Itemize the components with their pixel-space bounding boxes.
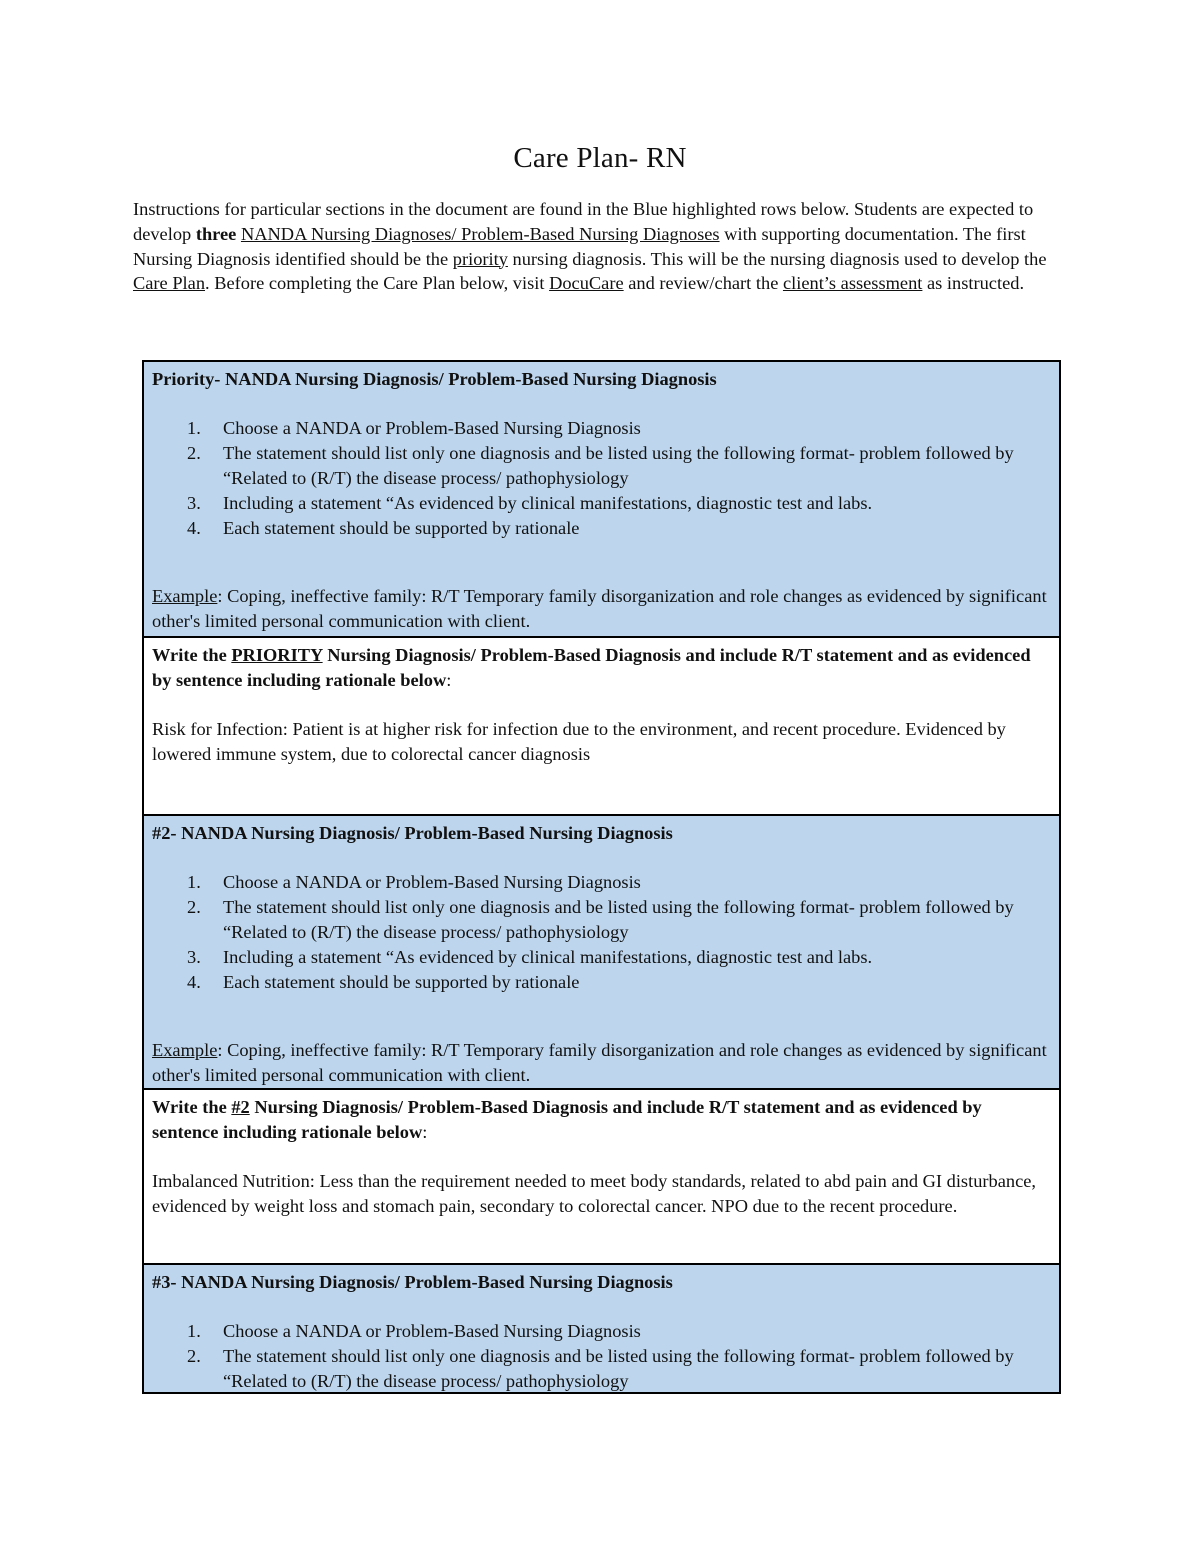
list-number: 2.: [187, 897, 201, 917]
second-answer-row: [144, 1088, 1059, 1263]
example-body: : Coping, ineffective family: R/T Temporary family disorganization and role changes as evidenced by significant other's limited personal communication with client.: [152, 1040, 1047, 1085]
example-label: Example: [152, 1040, 218, 1060]
second-answer: Imbalanced Nutrition: Less than the requirement needed to meet body standards, related to abd pain and GI disturbance, evidenced by weight loss and stomach pain, secondary to colorectal cancer. NPO due to the recent procedure.: [152, 1171, 1036, 1216]
prompt-colon: :: [422, 1122, 428, 1142]
prompt-text: Write the: [152, 1097, 232, 1117]
list-item: [152, 970, 1051, 995]
example-text: [152, 1038, 1051, 1088]
list-text: The statement should list only one diagnosis and be listed using the following format- problem followed by “Related to (R/T) the disease process/ pathophysiology: [223, 1346, 1014, 1391]
priority-write-prompt: [152, 643, 1051, 693]
care-plan-table: [142, 360, 1061, 1394]
list-text: Including a statement “As evidenced by clinical manifestations, diagnostic test and labs.: [223, 493, 873, 513]
list-item: [152, 516, 1051, 541]
intro-link-priority: priority: [452, 248, 508, 269]
intro-link-nanda: NANDA Nursing Diagnoses/ Problem-Based Nursing Diagnoses: [240, 223, 720, 244]
list-item: [152, 945, 1051, 970]
intro-link-docucare: DocuCare: [549, 273, 624, 294]
priority-instructions-row: [144, 362, 1059, 636]
intro-paragraph: [133, 197, 1073, 296]
list-number: 3.: [187, 947, 201, 967]
intro-link-assessment: client’s assessment: [782, 273, 923, 294]
list-item: [152, 416, 1051, 441]
second-heading: #2- NANDA Nursing Diagnosis/ Problem-Based Nursing Diagnosis: [152, 823, 673, 843]
example-label: Example: [152, 586, 218, 606]
intro-text: Instructions for particular sections in the document are found in the Blue highlighted rows below. Students are expected to develop: [133, 199, 1034, 244]
list-text: Choose a NANDA or Problem-Based Nursing Diagnosis: [223, 872, 641, 892]
list-text: Each statement should be supported by rationale: [223, 972, 580, 992]
list-item: [152, 491, 1051, 516]
list-text: The statement should list only one diagnosis and be listed using the following format- problem followed by “Related to (R/T) the disease process/ pathophysiology: [223, 443, 1014, 488]
prompt-text: Write the: [152, 645, 232, 665]
third-heading: #3- NANDA Nursing Diagnosis/ Problem-Based Nursing Diagnosis: [152, 1272, 673, 1292]
list-number: 1.: [187, 872, 201, 892]
second-instructions-row: [144, 814, 1059, 1088]
list-item: [152, 895, 1051, 945]
priority-heading: Priority- NANDA Nursing Diagnosis/ Problem-Based Nursing Diagnosis: [152, 369, 717, 389]
list-item: [152, 441, 1051, 491]
intro-text: with supporting documentation. The first Nursing Diagnosis identified should be the: [133, 223, 1026, 269]
list-text: Choose a NANDA or Problem-Based Nursing Diagnosis: [223, 418, 641, 438]
priority-answer-row: [144, 636, 1059, 814]
intro-bold-three: three: [195, 223, 237, 244]
list-number: 4.: [187, 518, 201, 538]
list-number: 2.: [187, 443, 201, 463]
example-body: : Coping, ineffective family: R/T Temporary family disorganization and role changes as evidenced by significant other's limited personal communication with client.: [152, 586, 1047, 631]
instruction-list: [152, 1319, 1051, 1394]
list-number: 1.: [187, 418, 201, 438]
intro-text: nursing diagnosis. This will be the nursing diagnosis used to develop the: [507, 248, 1047, 269]
list-number: 3.: [187, 493, 201, 513]
prompt-text: Nursing Diagnosis/ Problem-Based Diagnosis and include R/T statement and as evidenced by sentence including rationale below: [152, 1097, 982, 1142]
list-text: Each statement should be supported by rationale: [223, 518, 580, 538]
intro-text: and review/chart the: [623, 273, 783, 294]
third-instructions-row: [144, 1263, 1059, 1394]
instruction-list: [152, 870, 1051, 995]
list-item: [152, 1344, 1051, 1394]
instruction-list: [152, 416, 1051, 541]
second-write-prompt: [152, 1095, 1051, 1145]
list-text: Including a statement “As evidenced by clinical manifestations, diagnostic test and labs.: [223, 947, 873, 967]
intro-text: as instructed.: [922, 273, 1025, 294]
list-number: 1.: [187, 1321, 201, 1341]
list-item: [152, 1319, 1051, 1344]
page-title: Care Plan- RN: [513, 142, 687, 174]
prompt-colon: :: [446, 670, 452, 690]
list-number: 2.: [187, 1346, 201, 1366]
list-number: 4.: [187, 972, 201, 992]
example-text: [152, 584, 1051, 634]
list-text: The statement should list only one diagnosis and be listed using the following format- problem followed by “Related to (R/T) the disease process/ pathophysiology: [223, 897, 1014, 942]
list-text: Choose a NANDA or Problem-Based Nursing Diagnosis: [223, 1321, 641, 1341]
prompt-key: PRIORITY: [231, 645, 323, 665]
priority-answer: Risk for Infection: Patient is at higher risk for infection due to the environment, and recent procedure. Evidenced by lowered immune system, due to colorectal cancer diagnosis: [152, 719, 1006, 764]
prompt-text: Nursing Diagnosis/ Problem-Based Diagnosis and include R/T statement and as evidenced by sentence including rationale below: [152, 645, 1031, 690]
list-item: [152, 870, 1051, 895]
prompt-key: #2: [231, 1097, 250, 1117]
intro-text: . Before completing the Care Plan below, visit: [205, 273, 550, 294]
intro-link-care-plan: Care Plan: [133, 273, 206, 294]
